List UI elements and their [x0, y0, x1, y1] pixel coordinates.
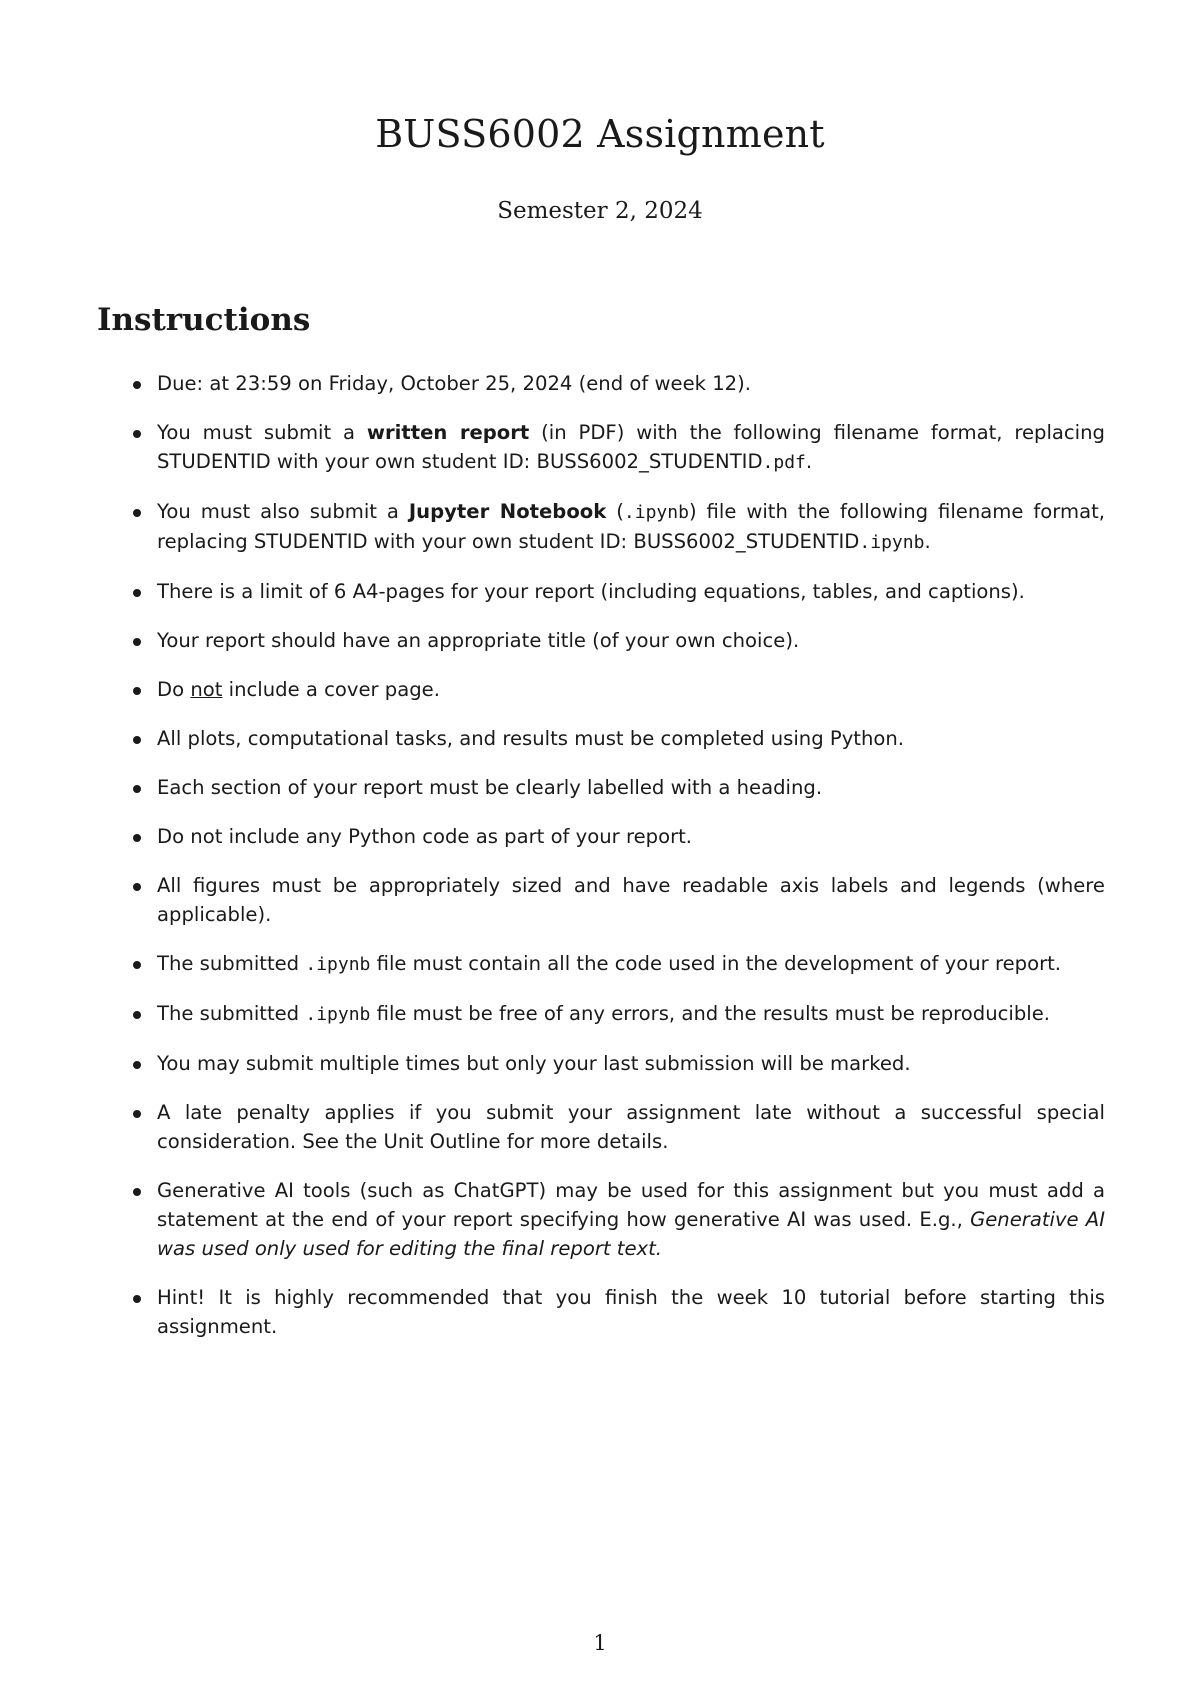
instruction-written-report: You must submit a written report (in PDF) with the following filename format, replacing STUDENTID with your own student ID: BUSS6002_STUDENTID.pdf. — [157, 418, 1105, 477]
instruction-title: Your report should have an appropriate title (of your own choice). — [157, 626, 1105, 655]
instruction-notebook-contents: The submitted .ipynb file must contain all the code used in the development of your report. — [157, 949, 1105, 979]
emphasis-written-report: written report — [366, 421, 530, 444]
filename-extension: .ipynb — [305, 954, 371, 975]
instruction-cover-page: Do not include a cover page. — [157, 675, 1105, 704]
instruction-notebook-errors: The submitted .ipynb file must be free of any errors, and the results must be reproducible. — [157, 999, 1105, 1029]
section-heading-instructions: Instructions — [97, 302, 311, 338]
document-title: BUSS6002 Assignment — [375, 112, 825, 156]
instruction-python: All plots, computational tasks, and results must be completed using Python. — [157, 724, 1105, 753]
page-number: 1 — [593, 1631, 607, 1655]
instruction-headings: Each section of your report must be clearly labelled with a heading. — [157, 773, 1105, 802]
instruction-no-code: Do not include any Python code as part of your report. — [157, 822, 1105, 851]
filename-extension: .ipynb — [305, 1004, 371, 1025]
instruction-figures: All figures must be appropriately sized and have readable axis labels and legends (where applicable). — [157, 871, 1105, 929]
example-statement: Generative AI was used only used for editing the final report text. — [157, 1208, 1105, 1260]
emphasis-not: not — [190, 678, 223, 701]
filename-extension: .ipynb — [623, 502, 689, 523]
emphasis-jupyter-notebook: Jupyter Notebook — [408, 500, 607, 523]
instruction-page-limit: There is a limit of 6 A4-pages for your report (including equations, tables, and captions). — [157, 577, 1105, 606]
instruction-late-penalty: A late penalty applies if you submit your assignment late without a successful special consideration. See the Unit Outline for more details. — [157, 1098, 1105, 1156]
instruction-hint: Hint! It is highly recommended that you finish the week 10 tutorial before starting this assignment. — [157, 1283, 1105, 1341]
instruction-jupyter-notebook: You must also submit a Jupyter Notebook (.ipynb) file with the following filename format, replacing STUDENTID with your own student ID: BUSS6002_STUDENTID.ipynb. — [157, 497, 1105, 557]
filename-extension: .ipynb — [859, 532, 925, 553]
instructions-list — [157, 369, 1105, 1361]
instruction-multiple-submissions: You may submit multiple times but only your last submission will be marked. — [157, 1049, 1105, 1078]
filename-extension: .pdf — [762, 452, 806, 473]
instruction-generative-ai: Generative AI tools (such as ChatGPT) may be used for this assignment but you must add a statement at the end of your report specifying how generative AI was used. E.g., Generative AI was used only used for editing the final report text. — [157, 1176, 1105, 1263]
document-subtitle: Semester 2, 2024 — [497, 198, 703, 224]
instruction-due: Due: at 23:59 on Friday, October 25, 2024 (end of week 12). — [157, 369, 1105, 398]
